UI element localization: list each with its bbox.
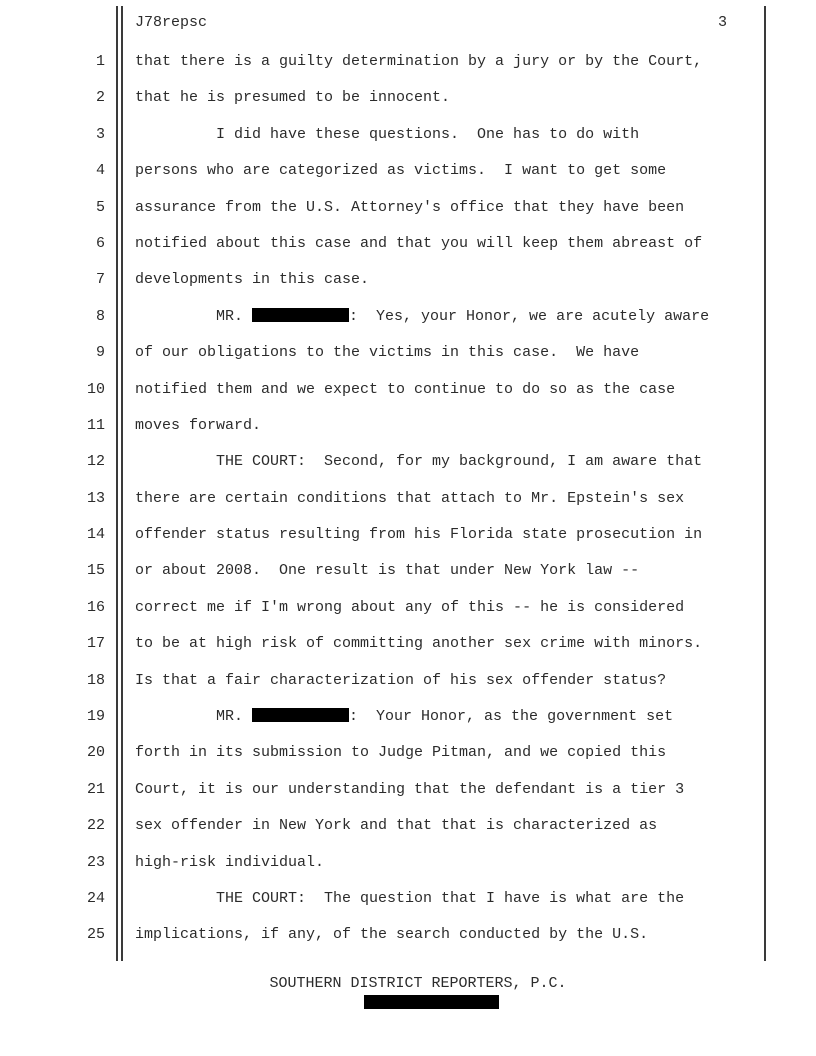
footer-redaction-bar [364, 995, 499, 1009]
line-number: 4 [95, 162, 105, 180]
line-number: 7 [95, 271, 105, 289]
line-number: 20 [86, 744, 105, 762]
line-segment: MR. [135, 708, 253, 726]
line-text [135, 525, 702, 544]
line-segment: there are certain conditions that attach to Mr. Epstein's sex [135, 489, 685, 507]
line-segment: assurance from the U.S. Attorney's office that they have been [135, 198, 685, 216]
line-number: 14 [86, 526, 105, 544]
line-text [135, 780, 684, 799]
page-number: 3 [718, 14, 728, 31]
line-number: 5 [95, 198, 105, 216]
line-segment: implications, if any, of the search conducted by the U.S. [135, 926, 649, 944]
line-segment: high-risk individual. [135, 853, 325, 871]
line-number: 16 [86, 598, 105, 616]
line-text [135, 161, 666, 180]
line-number: 24 [86, 889, 105, 907]
line-segment: developments in this case. [135, 271, 370, 289]
transcript-lines [0, 52, 816, 962]
line-number: 2 [95, 89, 105, 107]
line-text [135, 125, 639, 144]
line-segment: Is that a fair characterization of his sex offender status? [135, 671, 667, 689]
line-number: 3 [95, 125, 105, 143]
line-segment: Court, it is our understanding that the defendant is a tier 3 [135, 780, 685, 798]
transcript-line [0, 634, 816, 670]
transcript-line [0, 707, 816, 743]
transcript-line [0, 52, 816, 88]
line-number: 9 [95, 344, 105, 362]
line-segment: that he is presumed to be innocent. [135, 89, 451, 107]
transcript-line [0, 816, 816, 852]
line-number: 10 [86, 380, 105, 398]
line-number: 15 [86, 562, 105, 580]
case-identifier: J78repsc [135, 14, 208, 31]
line-text [135, 234, 702, 253]
transcript-line [0, 161, 816, 197]
transcript-line [0, 452, 816, 488]
line-segment: to be at high risk of committing another sex crime with minors. [135, 635, 703, 653]
reporter-footer: SOUTHERN DISTRICT REPORTERS, P.C. [269, 975, 567, 992]
transcript-line [0, 671, 816, 707]
line-number: 18 [86, 671, 105, 689]
redaction-bar [252, 708, 349, 722]
line-text [135, 88, 450, 107]
line-number: 21 [86, 780, 105, 798]
transcript-line [0, 780, 816, 816]
line-text [135, 561, 639, 580]
line-text [135, 380, 675, 399]
line-segment: THE COURT: Second, for my background, I am aware that [135, 453, 703, 471]
line-segment: moves forward. [135, 416, 262, 434]
line-text [135, 671, 666, 690]
line-segment: correct me if I'm wrong about any of this -- he is considered [135, 598, 685, 616]
line-text [135, 416, 261, 435]
line-text [135, 489, 684, 508]
line-number: 23 [86, 853, 105, 871]
transcript-line [0, 561, 816, 597]
transcript-line [0, 343, 816, 379]
transcript-line [0, 270, 816, 306]
line-number: 13 [86, 489, 105, 507]
transcript-line [0, 125, 816, 161]
line-number: 17 [86, 635, 105, 653]
line-text [135, 889, 684, 908]
line-segment: notified them and we expect to continue to do so as the case [135, 380, 676, 398]
line-segment: : Your Honor, as the government set [349, 708, 674, 726]
line-text [135, 925, 648, 944]
transcript-line [0, 889, 816, 925]
line-segment: persons who are categorized as victims. I want to get some [135, 162, 667, 180]
line-text [135, 452, 702, 471]
transcript-line [0, 853, 816, 889]
line-text [135, 598, 684, 617]
line-text [135, 816, 657, 835]
line-text [135, 270, 369, 289]
transcript-line [0, 416, 816, 452]
line-number: 11 [86, 416, 105, 434]
line-number: 1 [95, 53, 105, 70]
line-number: 19 [86, 708, 105, 726]
transcript-line [0, 88, 816, 124]
line-segment: of our obligations to the victims in this case. We have [135, 344, 640, 362]
transcript-line [0, 598, 816, 634]
line-segment: : Yes, your Honor, we are acutely aware [349, 307, 710, 325]
transcript-line [0, 525, 816, 561]
line-text [135, 307, 709, 326]
line-number: 6 [95, 234, 105, 252]
redaction-bar [252, 308, 349, 322]
line-text [135, 198, 684, 217]
transcript-line [0, 743, 816, 779]
line-segment: or about 2008. One result is that under New York law -- [135, 562, 640, 580]
line-segment: notified about this case and that you will keep them abreast of [135, 234, 703, 252]
transcript-line [0, 489, 816, 525]
line-text [135, 743, 666, 762]
transcript-line [0, 380, 816, 416]
line-segment: I did have these questions. One has to do with [135, 125, 640, 143]
transcript-line [0, 925, 816, 961]
line-number: 25 [86, 926, 105, 944]
line-segment: that there is a guilty determination by a jury or by the Court, [135, 53, 703, 70]
line-segment: forth in its submission to Judge Pitman, and we copied this [135, 744, 667, 762]
line-segment: MR. [135, 307, 253, 325]
line-segment: sex offender in New York and that that is characterized as [135, 817, 658, 835]
line-segment: offender status resulting from his Florida state prosecution in [135, 526, 703, 544]
transcript-line [0, 234, 816, 270]
line-segment: THE COURT: The question that I have is what are the [135, 889, 685, 907]
line-text [135, 853, 324, 872]
line-text [135, 707, 673, 726]
line-text [135, 52, 702, 71]
transcript-line [0, 307, 816, 343]
line-text [135, 634, 702, 653]
transcript-line [0, 198, 816, 234]
line-text [135, 343, 639, 362]
line-number: 8 [95, 307, 105, 325]
line-number: 22 [86, 817, 105, 835]
line-number: 12 [86, 453, 105, 471]
